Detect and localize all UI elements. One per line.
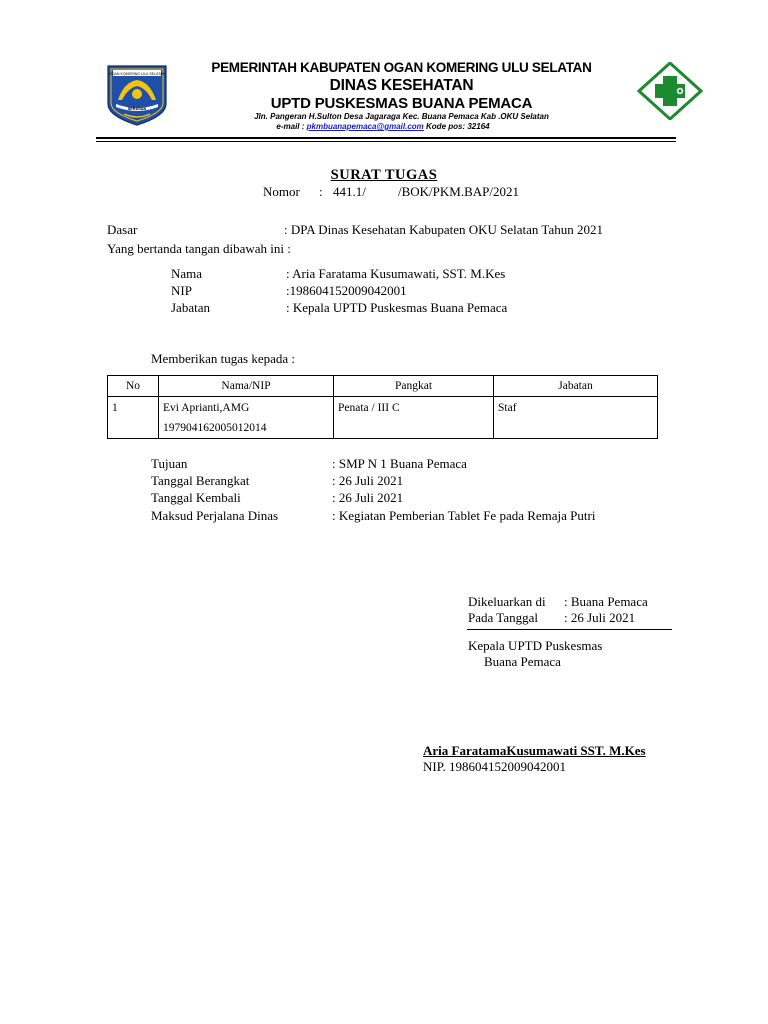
- logo-caption-text: OGAN KOMERING ULU SELATAN: [108, 71, 166, 76]
- tanggal-label: Pada Tanggal: [468, 610, 538, 625]
- tujuan-value: : SMP N 1 Buana Pemaca: [332, 456, 467, 471]
- dikeluarkan-value: : Buana Pemaca: [564, 594, 648, 609]
- cell-nama-nip: [159, 397, 334, 439]
- col-header-jabatan: Jabatan: [494, 376, 658, 397]
- nomor-label: Nomor: [263, 184, 300, 199]
- header-institution: UPTD PUSKESMAS BUANA PEMACA: [270, 95, 533, 112]
- dikeluarkan-label: Dikeluarkan di: [468, 594, 546, 609]
- cell-no: 1: [108, 397, 159, 439]
- assign-intro: Memberikan tugas kepada :: [151, 351, 296, 366]
- berangkat-value: : 26 Juli 2021: [332, 473, 404, 488]
- cell-pangkat: Penata / III C: [334, 397, 494, 439]
- logo-banner-text: SERASAN: [127, 107, 147, 111]
- kembali-value: : 26 Juli 2021: [332, 490, 404, 505]
- email-link[interactable]: pkmbuanapemaca@gmail.com: [306, 122, 424, 131]
- tanggal-value: : 26 Juli 2021: [564, 610, 636, 625]
- dasar-label: Dasar: [107, 222, 138, 237]
- table-header-row: [108, 376, 658, 397]
- assignment-table: [107, 375, 658, 439]
- nip-label: NIP: [171, 283, 192, 298]
- signer-intro: Yang bertanda tangan dibawah ini :: [107, 241, 291, 256]
- puskesmas-cross-logo: [637, 62, 703, 120]
- col-header-pangkat: Pangkat: [334, 376, 494, 397]
- kembali-label: Tanggal Kembali: [151, 490, 241, 505]
- nama-label: Nama: [171, 266, 203, 281]
- cell-nip: 197904162005012014: [163, 422, 267, 434]
- jabatan-label: Jabatan: [171, 300, 210, 315]
- maksud-value: : Kegiatan Pemberian Tablet Fe pada Remaja Putri: [332, 508, 596, 523]
- postal-code: Kode pos: 32164: [423, 122, 490, 131]
- header-department: DINAS KESEHATAN: [329, 77, 474, 94]
- letter-title: SURAT TUGAS: [330, 167, 438, 183]
- dasar-value: : DPA Dinas Kesehatan Kabupaten OKU Selatan Tahun 2021: [284, 222, 603, 237]
- header-rule-thin: [96, 141, 676, 142]
- berangkat-label: Tanggal Berangkat: [151, 473, 250, 488]
- jabatan-value: : Kepala UPTD Puskesmas Buana Pemaca: [286, 300, 508, 315]
- table-row: [108, 397, 658, 439]
- nip-value: :198604152009042001: [286, 283, 407, 298]
- signature-date-rule: [467, 629, 672, 630]
- tujuan-label: Tujuan: [151, 456, 188, 471]
- email-label: e-mail :: [276, 122, 307, 131]
- cell-jabatan: Staf: [494, 397, 658, 439]
- nomor-part2: /BOK/PKM.BAP/2021: [398, 184, 519, 199]
- header-government: PEMERINTAH KABUPATEN OGAN KOMERING ULU SELATAN: [211, 60, 592, 75]
- nama-value: : Aria Faratama Kusumawati, SST. M.Kes: [286, 266, 506, 281]
- col-header-no: No: [108, 376, 159, 397]
- col-header-nama-nip: Nama/NIP: [159, 376, 334, 397]
- signer-position-line2: Buana Pemaca: [484, 654, 561, 669]
- nomor-separator: :: [319, 184, 323, 199]
- cell-nama: Evi Aprianti,AMG: [163, 402, 250, 414]
- signer-nip: NIP. 198604152009042001: [423, 759, 567, 774]
- signer-name: Aria FaratamaKusumawati SST. M.Kes: [423, 743, 646, 758]
- header-contact: [0, 122, 766, 131]
- nomor-part1: 441.1/: [333, 184, 366, 199]
- header-address: Jln. Pangeran H.Sulton Desa Jagaraga Kec. Buana Pemaca Kab .OKU Selatan: [254, 112, 549, 121]
- header-rule-thick: [96, 137, 676, 139]
- maksud-label: Maksud Perjalana Dinas: [151, 508, 279, 523]
- signer-position-line1: Kepala UPTD Puskesmas: [468, 638, 603, 653]
